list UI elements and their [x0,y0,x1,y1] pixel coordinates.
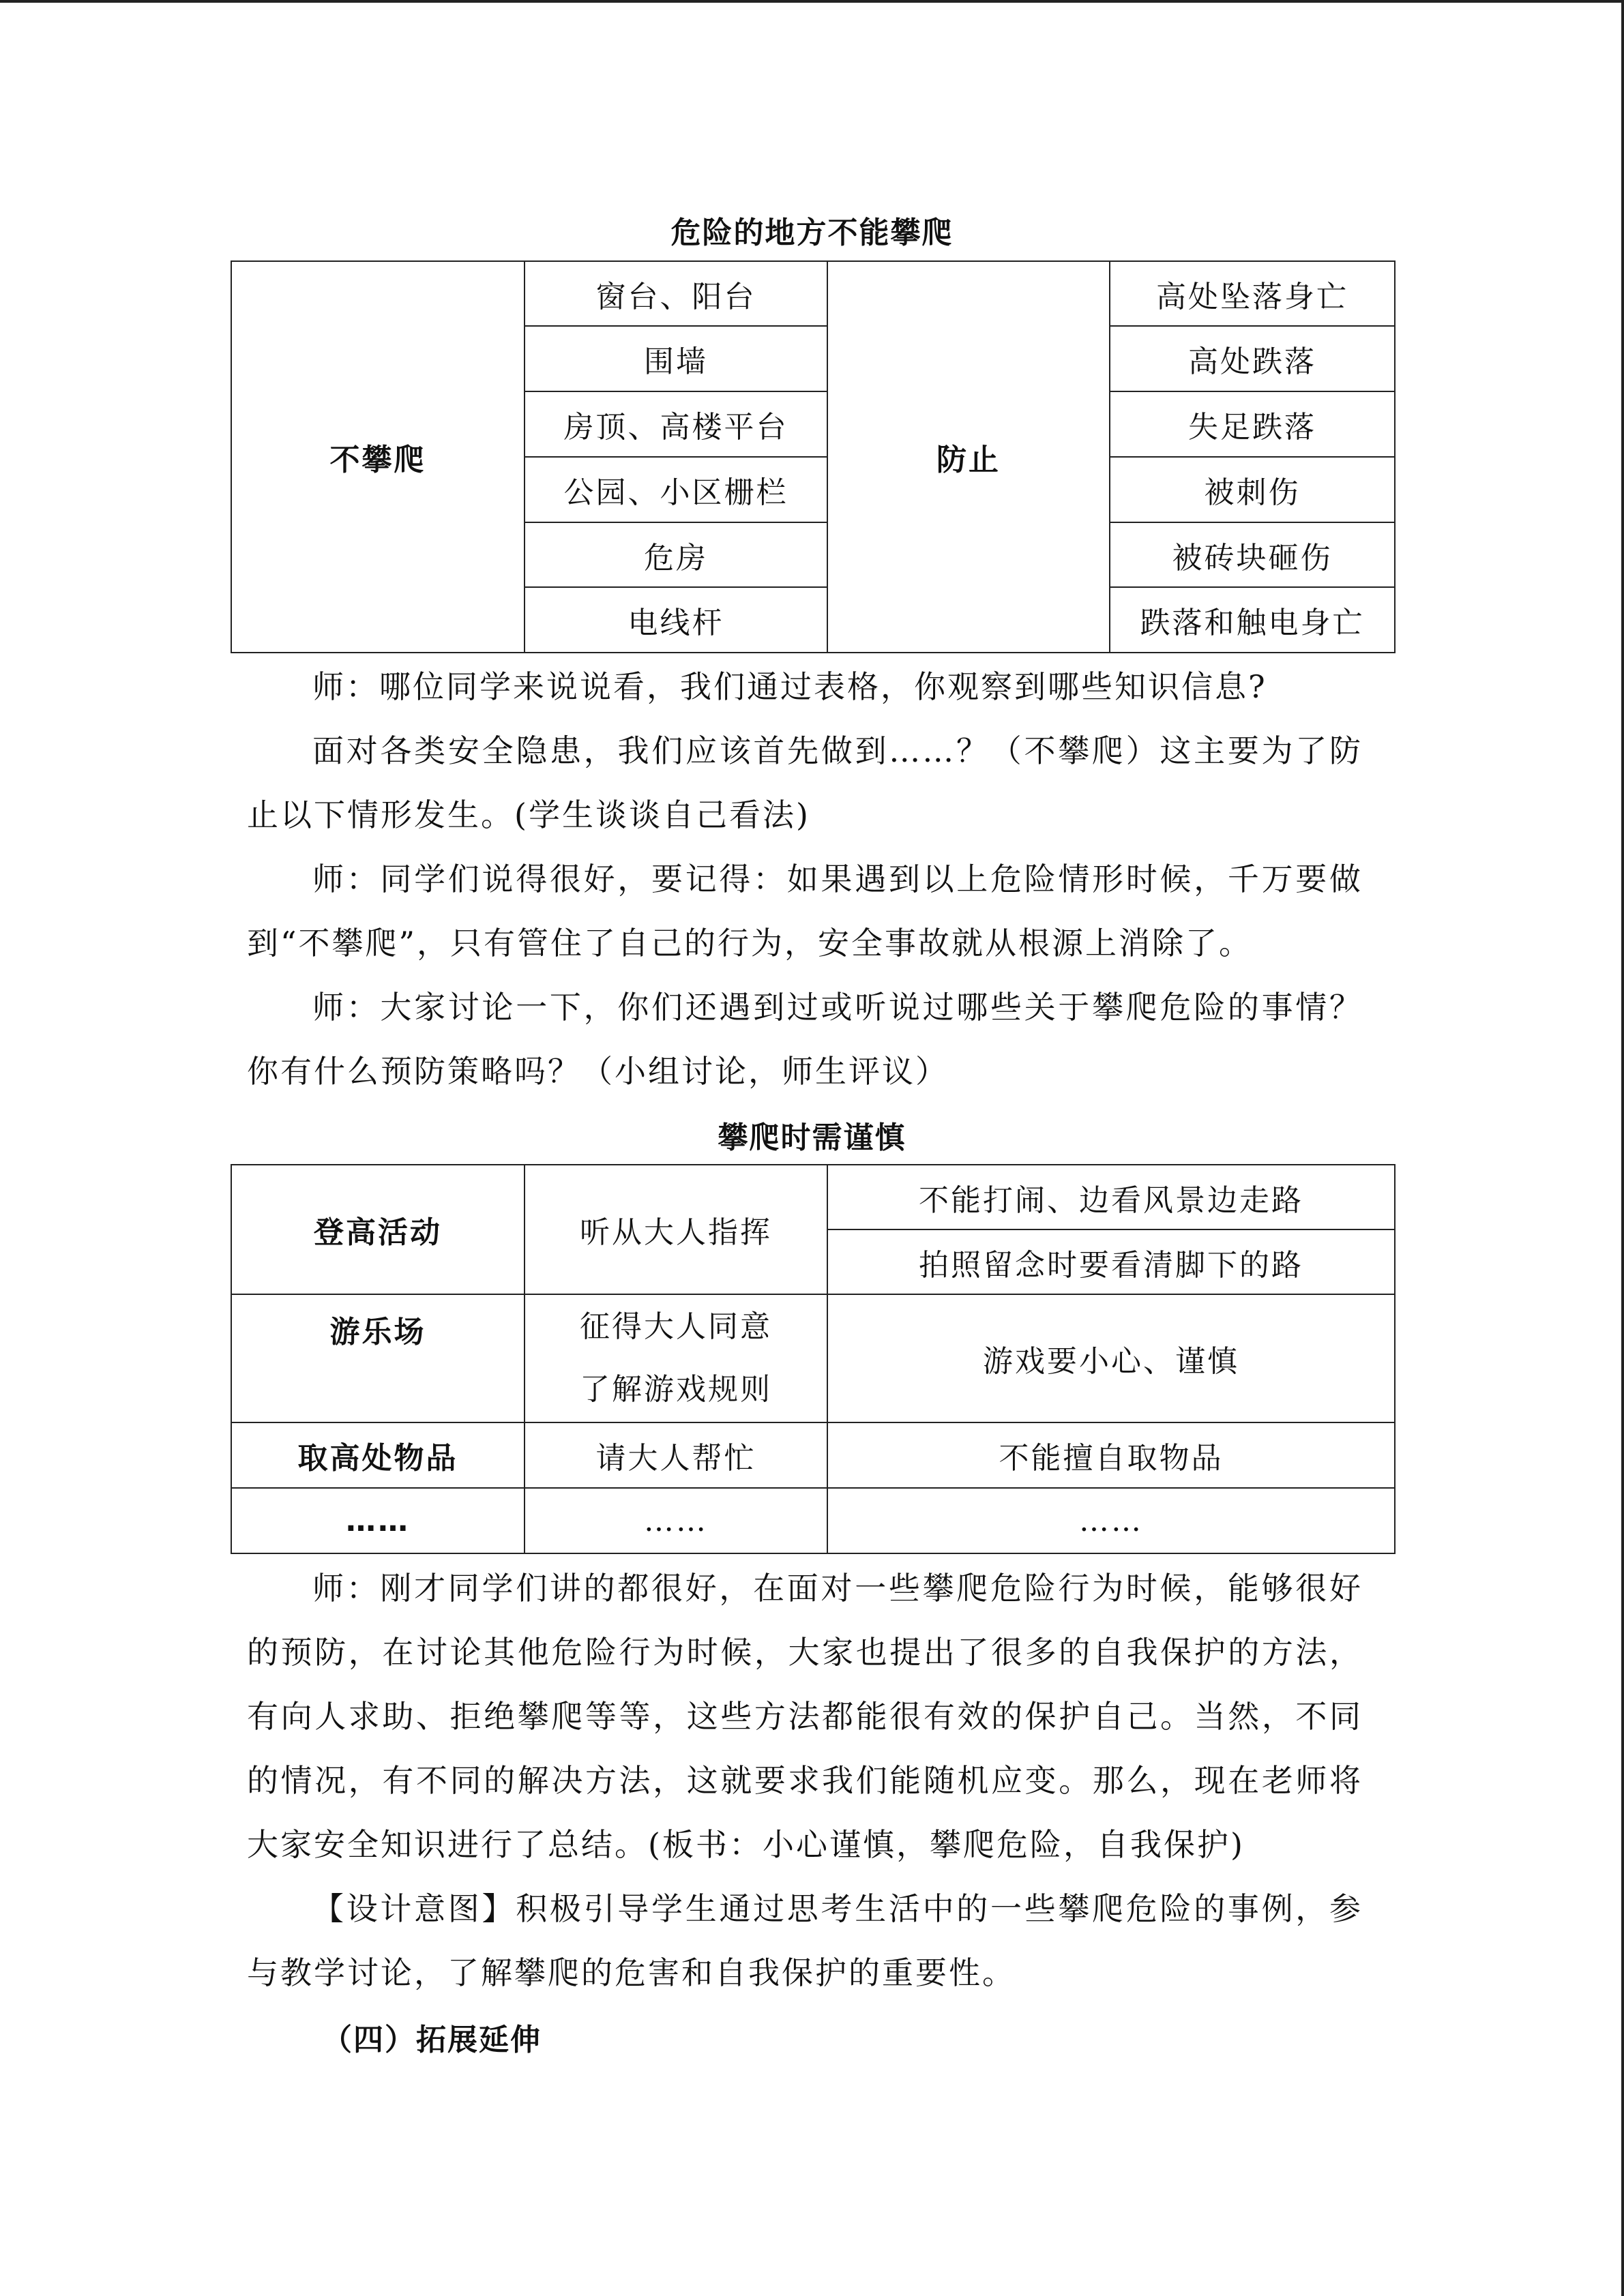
action-cell [525,1294,827,1422]
action-cell: 听从大人指挥 [525,1165,827,1294]
note-cell: …… [827,1488,1395,1553]
paragraph: 师：哪位同学来说说看，我们通过表格，你观察到哪些知识信息? [312,668,1267,705]
action-cell: 请大人帮忙 [525,1422,827,1488]
paragraph: 师：同学们说得很好，要记得：如果遇到以上危险情形时候，千万要做到“不攀爬”，只有管住了自己的行为，安全事故就从根源上消除了。 [247,861,1363,961]
paragraph: 面对各类安全隐患，我们应该首先做到……？（不攀爬）这主要为了防止以下情形发生。(学生谈谈自己看法) [247,732,1363,833]
action-cell: …… [525,1488,827,1553]
action-line: 征得大人同意 [580,1309,772,1344]
place-cell: 公园、小区栅栏 [525,457,827,522]
scene-cell: …… [231,1488,525,1553]
scene-cell: 取高处物品 [231,1422,525,1488]
no-climb-label: 不攀爬 [231,261,525,653]
place-cell: 危房 [525,522,827,587]
note-cell: 不能擅自取物品 [827,1422,1395,1488]
danger-cell: 被刺伤 [1110,457,1395,522]
prevent-label: 防止 [827,261,1110,653]
note-cell: 游戏要小心、谨慎 [827,1294,1395,1422]
paragraph: 师：大家讨论一下，你们还遇到过或听说过哪些关于攀爬危险的事情？你有什么预防策略吗？（小组讨论，师生评议） [247,989,1363,1090]
climbing-caution-table [231,1164,1396,1554]
paragraph: 师：刚才同学们讲的都很好，在面对一些攀爬危险行为时候，能够很好的预防，在讨论其他危险行为时候，大家也提出了很多的自我保护的方法，有向人求助、拒绝攀爬等等，这些方法都能很有效的保护自己。当然，不同的情况，有不同的解决方法，这就要求我们能随机应变。那么，现在老师将大家安全知识进行了总结。(板书：小心谨慎，攀爬危险，自我保护) [247,1570,1363,1863]
danger-cell: 高处坠落身亡 [1110,261,1395,326]
table1-caption: 危险的地方不能攀爬 [670,215,954,250]
danger-cell: 失足跌落 [1110,391,1395,457]
place-cell: 围墙 [525,326,827,391]
danger-cell: 高处跌落 [1110,326,1395,391]
scene-cell: 游乐场 [231,1294,525,1422]
note-cell: 拍照留念时要看清脚下的路 [827,1229,1395,1294]
place-cell: 房顶、高楼平台 [525,391,827,457]
section-heading: （四）拓展延伸 [322,2023,542,2057]
danger-places-table [231,260,1396,653]
page-top-border [0,0,1624,3]
place-cell: 窗台、阳台 [525,261,827,326]
danger-cell: 被砖块砸伤 [1110,522,1395,587]
design-intent-paragraph: 【设计意图】积极引导学生通过思考生活中的一些攀爬危险的事例，参与教学讨论，了解攀爬的危害和自我保护的重要性。 [247,1890,1363,1991]
place-cell: 电线杆 [525,587,827,653]
note-cell: 不能打闹、边看风景边走路 [827,1165,1395,1229]
action-line: 了解游戏规则 [580,1372,772,1407]
scene-cell: 登高活动 [231,1165,525,1294]
table2-caption: 攀爬时需谨慎 [718,1120,906,1155]
danger-cell: 跌落和触电身亡 [1110,587,1395,653]
